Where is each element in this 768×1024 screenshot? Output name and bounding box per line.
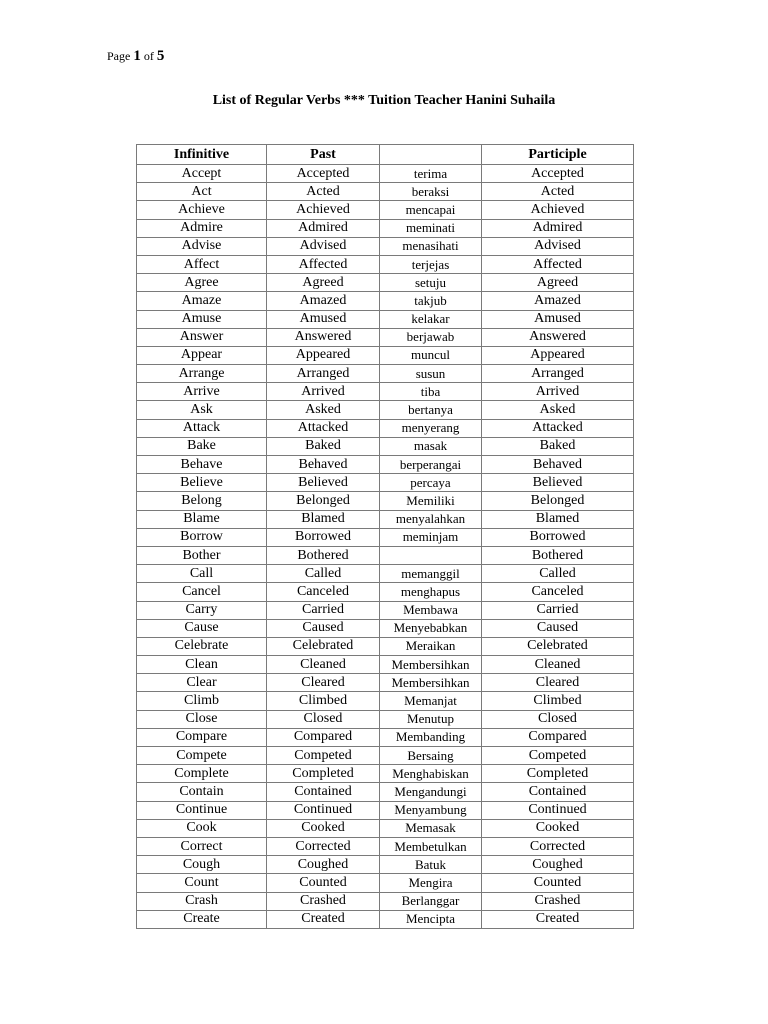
past-cell: Bothered (267, 546, 380, 564)
participle-cell: Celebrated (482, 637, 634, 655)
translation-cell: Meraikan (380, 637, 482, 655)
infinitive-cell: Compare (137, 728, 267, 746)
translation-cell: Memanjat (380, 692, 482, 710)
participle-cell: Affected (482, 255, 634, 273)
translation-cell: terjejas (380, 255, 482, 273)
table-row (137, 183, 634, 201)
infinitive-cell: Correct (137, 837, 267, 855)
translation-cell: menyalahkan (380, 510, 482, 528)
table-row (137, 546, 634, 564)
translation-cell: Menyebabkan (380, 619, 482, 637)
infinitive-cell: Count (137, 874, 267, 892)
infinitive-cell: Continue (137, 801, 267, 819)
table-row (137, 310, 634, 328)
infinitive-cell: Call (137, 565, 267, 583)
table-row (137, 819, 634, 837)
page-separator: of (143, 49, 154, 63)
table-row (137, 583, 634, 601)
past-cell: Behaved (267, 456, 380, 474)
participle-cell: Compared (482, 728, 634, 746)
infinitive-cell: Bake (137, 437, 267, 455)
past-cell: Baked (267, 437, 380, 455)
infinitive-cell: Blame (137, 510, 267, 528)
participle-cell: Crashed (482, 892, 634, 910)
infinitive-cell: Climb (137, 692, 267, 710)
participle-cell: Appeared (482, 346, 634, 364)
table-row (137, 201, 634, 219)
past-cell: Counted (267, 874, 380, 892)
past-cell: Attacked (267, 419, 380, 437)
table-row (137, 565, 634, 583)
translation-cell (380, 546, 482, 564)
participle-cell: Closed (482, 710, 634, 728)
infinitive-cell: Clean (137, 656, 267, 674)
participle-cell: Created (482, 910, 634, 928)
infinitive-cell: Crash (137, 892, 267, 910)
infinitive-cell: Advise (137, 237, 267, 255)
participle-cell: Cooked (482, 819, 634, 837)
translation-cell: berjawab (380, 328, 482, 346)
table-row (137, 365, 634, 383)
participle-cell: Cleared (482, 674, 634, 692)
table-row (137, 892, 634, 910)
participle-cell: Counted (482, 874, 634, 892)
translation-cell: Menutup (380, 710, 482, 728)
verbs-table (136, 144, 634, 929)
infinitive-cell: Amuse (137, 310, 267, 328)
translation-cell: percaya (380, 474, 482, 492)
participle-cell: Amused (482, 310, 634, 328)
translation-cell: setuju (380, 274, 482, 292)
infinitive-cell: Carry (137, 601, 267, 619)
translation-cell: Menyambung (380, 801, 482, 819)
past-cell: Cooked (267, 819, 380, 837)
translation-cell: Berlanggar (380, 892, 482, 910)
past-cell: Believed (267, 474, 380, 492)
past-cell: Coughed (267, 856, 380, 874)
past-cell: Carried (267, 601, 380, 619)
infinitive-cell: Attack (137, 419, 267, 437)
translation-cell: Membanding (380, 728, 482, 746)
participle-cell: Blamed (482, 510, 634, 528)
past-cell: Contained (267, 783, 380, 801)
participle-cell: Belonged (482, 492, 634, 510)
table-row (137, 601, 634, 619)
header-past: Past (267, 145, 380, 165)
translation-cell: meminati (380, 219, 482, 237)
translation-cell: Batuk (380, 856, 482, 874)
participle-cell: Behaved (482, 456, 634, 474)
table-row (137, 637, 634, 655)
translation-cell: terima (380, 165, 482, 183)
infinitive-cell: Bother (137, 546, 267, 564)
table-row (137, 437, 634, 455)
participle-cell: Borrowed (482, 528, 634, 546)
infinitive-cell: Cancel (137, 583, 267, 601)
participle-cell: Climbed (482, 692, 634, 710)
past-cell: Agreed (267, 274, 380, 292)
table-row (137, 346, 634, 364)
participle-cell: Completed (482, 765, 634, 783)
translation-cell: Membetulkan (380, 837, 482, 855)
table-row (137, 510, 634, 528)
infinitive-cell: Believe (137, 474, 267, 492)
translation-cell: menyerang (380, 419, 482, 437)
table-row (137, 619, 634, 637)
translation-cell: menghapus (380, 583, 482, 601)
participle-cell: Believed (482, 474, 634, 492)
translation-cell: muncul (380, 346, 482, 364)
past-cell: Acted (267, 183, 380, 201)
past-cell: Caused (267, 619, 380, 637)
infinitive-cell: Amaze (137, 292, 267, 310)
translation-cell: Membersihkan (380, 674, 482, 692)
past-cell: Asked (267, 401, 380, 419)
infinitive-cell: Contain (137, 783, 267, 801)
translation-cell: masak (380, 437, 482, 455)
past-cell: Answered (267, 328, 380, 346)
translation-cell: tiba (380, 383, 482, 401)
participle-cell: Caused (482, 619, 634, 637)
past-cell: Created (267, 910, 380, 928)
infinitive-cell: Arrange (137, 365, 267, 383)
participle-cell: Arranged (482, 365, 634, 383)
past-cell: Blamed (267, 510, 380, 528)
translation-cell: Membawa (380, 601, 482, 619)
table-row (137, 219, 634, 237)
past-cell: Achieved (267, 201, 380, 219)
translation-cell: kelakar (380, 310, 482, 328)
infinitive-cell: Appear (137, 346, 267, 364)
translation-cell: bertanya (380, 401, 482, 419)
participle-cell: Asked (482, 401, 634, 419)
page-current: 1 (133, 48, 141, 64)
past-cell: Affected (267, 255, 380, 273)
page-prefix: Page (107, 49, 131, 63)
verbs-table-body (137, 165, 634, 929)
table-row (137, 419, 634, 437)
translation-cell: Mengandungi (380, 783, 482, 801)
table-row (137, 656, 634, 674)
participle-cell: Canceled (482, 583, 634, 601)
table-row (137, 401, 634, 419)
past-cell: Celebrated (267, 637, 380, 655)
page-total: 5 (156, 48, 165, 64)
infinitive-cell: Compete (137, 747, 267, 765)
table-row (137, 801, 634, 819)
table-row (137, 874, 634, 892)
translation-cell: susun (380, 365, 482, 383)
past-cell: Closed (267, 710, 380, 728)
table-row (137, 255, 634, 273)
table-row (137, 237, 634, 255)
infinitive-cell: Close (137, 710, 267, 728)
participle-cell: Carried (482, 601, 634, 619)
past-cell: Amazed (267, 292, 380, 310)
infinitive-cell: Cause (137, 619, 267, 637)
translation-cell: Bersaing (380, 747, 482, 765)
past-cell: Competed (267, 747, 380, 765)
infinitive-cell: Affect (137, 255, 267, 273)
participle-cell: Bothered (482, 546, 634, 564)
infinitive-cell: Create (137, 910, 267, 928)
past-cell: Appeared (267, 346, 380, 364)
infinitive-cell: Act (137, 183, 267, 201)
translation-cell: berperangai (380, 456, 482, 474)
participle-cell: Coughed (482, 856, 634, 874)
table-row (137, 783, 634, 801)
participle-cell: Arrived (482, 383, 634, 401)
participle-cell: Answered (482, 328, 634, 346)
page-indicator (107, 48, 164, 64)
participle-cell: Admired (482, 219, 634, 237)
document-title: List of Regular Verbs *** Tuition Teacher Hanini Suhaila (212, 93, 556, 108)
translation-cell: memanggil (380, 565, 482, 583)
table-row (137, 747, 634, 765)
past-cell: Belonged (267, 492, 380, 510)
translation-cell: Mencipta (380, 910, 482, 928)
past-cell: Continued (267, 801, 380, 819)
past-cell: Cleared (267, 674, 380, 692)
past-cell: Called (267, 565, 380, 583)
translation-cell: mencapai (380, 201, 482, 219)
past-cell: Arranged (267, 365, 380, 383)
participle-cell: Amazed (482, 292, 634, 310)
past-cell: Advised (267, 237, 380, 255)
infinitive-cell: Clear (137, 674, 267, 692)
infinitive-cell: Agree (137, 274, 267, 292)
infinitive-cell: Celebrate (137, 637, 267, 655)
infinitive-cell: Belong (137, 492, 267, 510)
past-cell: Amused (267, 310, 380, 328)
participle-cell: Contained (482, 783, 634, 801)
translation-cell: menasihati (380, 237, 482, 255)
table-row (137, 910, 634, 928)
translation-cell: meminjam (380, 528, 482, 546)
infinitive-cell: Complete (137, 765, 267, 783)
participle-cell: Agreed (482, 274, 634, 292)
infinitive-cell: Admire (137, 219, 267, 237)
table-row (137, 292, 634, 310)
header-participle: Participle (482, 145, 634, 165)
translation-cell: beraksi (380, 183, 482, 201)
translation-cell: Membersihkan (380, 656, 482, 674)
table-row (137, 328, 634, 346)
infinitive-cell: Borrow (137, 528, 267, 546)
past-cell: Crashed (267, 892, 380, 910)
header-infinitive: Infinitive (137, 145, 267, 165)
infinitive-cell: Cough (137, 856, 267, 874)
participle-cell: Called (482, 565, 634, 583)
table-row (137, 728, 634, 746)
participle-cell: Baked (482, 437, 634, 455)
infinitive-cell: Behave (137, 456, 267, 474)
table-row (137, 837, 634, 855)
translation-cell: Memasak (380, 819, 482, 837)
past-cell: Climbed (267, 692, 380, 710)
table-row (137, 710, 634, 728)
participle-cell: Attacked (482, 419, 634, 437)
participle-cell: Cleaned (482, 656, 634, 674)
infinitive-cell: Cook (137, 819, 267, 837)
table-row (137, 492, 634, 510)
table-row (137, 674, 634, 692)
table-row (137, 274, 634, 292)
participle-cell: Corrected (482, 837, 634, 855)
participle-cell: Achieved (482, 201, 634, 219)
infinitive-cell: Arrive (137, 383, 267, 401)
translation-cell: Memiliki (380, 492, 482, 510)
past-cell: Compared (267, 728, 380, 746)
past-cell: Arrived (267, 383, 380, 401)
table-row (137, 456, 634, 474)
participle-cell: Advised (482, 237, 634, 255)
past-cell: Canceled (267, 583, 380, 601)
past-cell: Completed (267, 765, 380, 783)
table-row (137, 765, 634, 783)
table-row (137, 383, 634, 401)
past-cell: Admired (267, 219, 380, 237)
participle-cell: Competed (482, 747, 634, 765)
translation-cell: Menghabiskan (380, 765, 482, 783)
table-row (137, 856, 634, 874)
infinitive-cell: Answer (137, 328, 267, 346)
participle-cell: Accepted (482, 165, 634, 183)
translation-cell: takjub (380, 292, 482, 310)
participle-cell: Continued (482, 801, 634, 819)
past-cell: Accepted (267, 165, 380, 183)
translation-cell: Mengira (380, 874, 482, 892)
table-header-row (137, 145, 634, 165)
past-cell: Corrected (267, 837, 380, 855)
table-row (137, 474, 634, 492)
header-translation (380, 145, 482, 165)
participle-cell: Acted (482, 183, 634, 201)
infinitive-cell: Accept (137, 165, 267, 183)
past-cell: Borrowed (267, 528, 380, 546)
table-row (137, 528, 634, 546)
past-cell: Cleaned (267, 656, 380, 674)
table-row (137, 165, 634, 183)
infinitive-cell: Ask (137, 401, 267, 419)
infinitive-cell: Achieve (137, 201, 267, 219)
table-row (137, 692, 634, 710)
